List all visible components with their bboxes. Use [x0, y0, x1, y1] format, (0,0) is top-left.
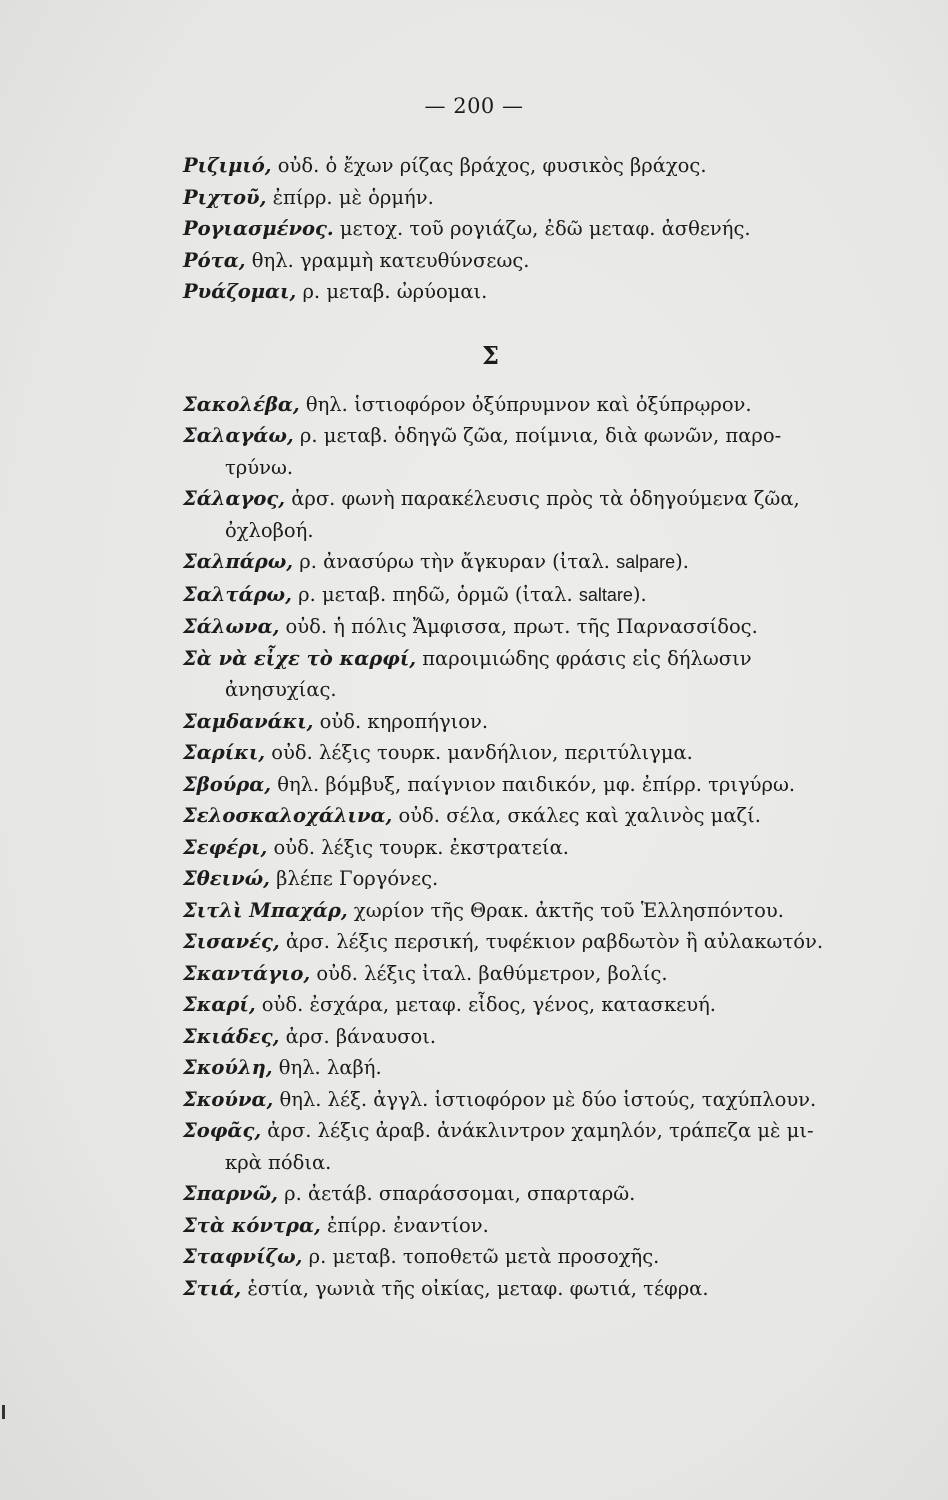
entry-salona [183, 611, 888, 643]
entry-headword: Σὰ νὰ εἶχε τὸ καρφί, [183, 646, 417, 670]
entry-continuation: ὀχλοβοή. [225, 518, 314, 542]
entry-definition: ἐπίρρ. μὲ ὁρμήν. [266, 185, 434, 209]
entry-headword: Σαμδανάκι, [183, 709, 314, 733]
dictionary-entries [183, 150, 888, 1304]
entry-definition: ἀρσ. φωνὴ παρακέλευσις πρὸς τὰ ὁδηγούμενα ζῶα, [285, 487, 800, 510]
entry-richtou [183, 182, 888, 214]
entry-stia [183, 1273, 888, 1305]
entry-sparno [183, 1178, 888, 1210]
entry-skari [183, 989, 888, 1021]
entry-definition: μετοχ. τοῦ ρογιάζω, ἐδῶ μεταφ. ἀσθενής. [333, 217, 751, 240]
entry-headword: Σβούρα, [183, 772, 272, 796]
entry-continuation: κρὰ πόδια. [225, 1150, 332, 1174]
entry-definition-end: ). [632, 582, 647, 606]
entry-sta-kontra [183, 1210, 888, 1242]
entry-samdanaki [183, 706, 888, 738]
entry-salparo [183, 546, 888, 579]
entry-headword: Σαλαγάω, [183, 424, 294, 447]
latin-term: salpare [616, 552, 676, 572]
latin-term: saltare [578, 584, 633, 605]
entry-definition: ρ. ἀετάβ. σπαράσσομαι, σπαρταρῶ. [277, 1182, 636, 1205]
entry-sakoleva [183, 389, 888, 421]
entry-headword: Σκιάδες, [183, 1024, 280, 1048]
entry-definition: θηλ. γραμμὴ κατευθύνσεως. [245, 248, 530, 272]
entry-headword: Σθεινώ, [183, 867, 270, 890]
entry-definition: οὐδ. λέξις τουρκ. ἐκστρατεία. [267, 835, 569, 859]
entry-headword: Ριχτοῦ, [183, 185, 267, 209]
entry-rota [183, 245, 888, 277]
entry-stheino [183, 863, 888, 895]
entry-sitli-bachar [183, 895, 888, 927]
entry-skantagio [183, 958, 888, 990]
entry-salagao [183, 420, 888, 483]
entry-headword: Σαλπάρω, [183, 550, 294, 573]
entry-definition: ἑστία, γωνιὰ τῆς οἰκίας, μεταφ. φωτιά, τέφρα. [241, 1276, 709, 1300]
entry-saltaro [183, 579, 888, 612]
entry-definition: οὐδ. λέξις ἰταλ. βαθύμετρον, βολίς. [310, 961, 668, 985]
entry-definition: παροιμιώδης φράσις εἰς δήλωσιν [416, 646, 752, 670]
entry-definition: οὐδ. ἐσχάρα, μεταφ. εἶδος, γένος, κατασκευή. [255, 993, 716, 1016]
entry-definition-end: ). [675, 550, 689, 573]
entry-headword: Στὰ κόντρα, [183, 1213, 321, 1237]
entry-definition: οὐδ. ὁ ἔχων ρίζας βράχος, φυσικὸς βράχος. [271, 154, 707, 177]
entry-headword: Σιτλὶ Μπαχάρ, [183, 898, 348, 922]
entry-skiades [183, 1021, 888, 1053]
entry-definition: ρ. μεταβ. τοποθετῶ μετὰ προσοχῆς. [302, 1245, 660, 1268]
entry-stafnizo [183, 1241, 888, 1273]
entry-sa-na-eiche-to-karfi [183, 643, 888, 706]
entry-sofas [183, 1115, 888, 1178]
entry-definition: ρ. μεταβ. ὁδηγῶ ζῶα, ποίμνια, διὰ φωνῶν, παρο- [293, 424, 782, 447]
entry-definition: βλέπε Γοργόνες. [269, 867, 439, 890]
entry-headword: Σαλτάρω, [183, 582, 292, 606]
section-letter-sigma: Σ [482, 340, 499, 370]
entry-sisanes [183, 926, 888, 958]
entry-definition: ρ. μεταβ. ὠρύομαι. [296, 280, 488, 303]
entry-headword: Ριζιμιό, [183, 154, 272, 177]
entry-definition: θηλ. λέξ. ἀγγλ. ἱστιοφόρον μὲ δύο ἱστούς, ταχύπλουν. [273, 1087, 817, 1111]
page-number: — 200 — [424, 94, 524, 118]
entry-headword: Σεφέρι, [183, 835, 268, 859]
entry-headword: Σκαντάγιο, [183, 961, 311, 985]
entry-headword: Σταφνίζω, [183, 1245, 303, 1268]
entry-definition: ἐπίρρ. ἐναντίον. [320, 1213, 489, 1237]
entry-headword: Σάλωνα, [183, 615, 280, 638]
entry-headword: Σκαρί, [183, 993, 256, 1016]
entry-rizimio [183, 150, 888, 182]
entry-headword: Ρυάζομαι, [183, 280, 297, 303]
entry-definition: οὐδ. κηροπήγιον. [313, 709, 489, 733]
entry-seferi [183, 832, 888, 864]
entry-headword: Σακολέβα, [183, 392, 300, 416]
entry-headword: Σάλαγος, [183, 487, 286, 510]
entry-skouna [183, 1084, 888, 1116]
entry-svoura [183, 769, 888, 801]
entry-rogiasmenos [183, 213, 888, 245]
entry-headword: Στιά, [183, 1276, 242, 1300]
entry-ryazomai [183, 276, 888, 308]
entry-headword: Σοφᾶς, [183, 1119, 262, 1142]
page-edge-mark [2, 1405, 5, 1419]
entry-definition: οὐδ. λέξις τουρκ. μανδήλιον, περιτύλιγμα. [265, 741, 693, 764]
entry-definition: ρ. μεταβ. πηδῶ, ὁρμῶ (ἰταλ. [291, 582, 579, 606]
entry-definition: θηλ. ἱστιοφόρον ὀξύπρυμνον καὶ ὀξύπρῳρον. [299, 392, 752, 416]
entry-headword: Σκούλη, [183, 1056, 273, 1079]
entry-skouli [183, 1052, 888, 1084]
entry-headword: Σαρίκι, [183, 741, 266, 764]
entry-headword: Σκούνα, [183, 1087, 274, 1111]
entry-sariki [183, 737, 888, 769]
entry-continuation: τρύνω. [225, 455, 294, 479]
entry-seloskalochalina [183, 800, 888, 832]
entry-definition: ρ. ἀνασύρω τὴν ἄγκυραν (ἰταλ. [293, 550, 617, 573]
entry-headword: Ρογιασμένος. [183, 217, 334, 240]
entry-definition: ἀρσ. λέξις ἀραβ. ἀνάκλιντρον χαμηλόν, τράπεζα μὲ μι- [261, 1119, 814, 1142]
entry-definition: χωρίον τῆς Θρακ. ἀκτῆς τοῦ Ἑλλησπόντου. [347, 898, 784, 922]
entry-definition: οὐδ. ἡ πόλις Ἄμφισσα, πρωτ. τῆς Παρνασσίδος. [279, 615, 758, 638]
entry-definition: ἀρσ. λέξις περσική, τυφέκιον ραβδωτὸν ἢ αὐλακωτόν. [279, 930, 824, 953]
entry-headword: Σισανές, [183, 930, 280, 953]
entry-definition: θηλ. βόμβυξ, παίγνιον παιδικόν, μφ. ἐπίρρ. τριγύρω. [271, 772, 796, 796]
entry-headword: Ρότα, [183, 248, 246, 272]
entry-definition: ἀρσ. βάναυσοι. [279, 1024, 437, 1048]
entry-headword: Σπαρνῶ, [183, 1182, 278, 1205]
entry-definition: οὐδ. σέλα, σκάλες καὶ χαλινὸς μαζί. [392, 804, 761, 827]
entry-salagos [183, 483, 888, 546]
entry-headword: Σελοσκαλοχάλινα, [183, 804, 393, 827]
entry-continuation: ἀνησυχίας. [225, 678, 337, 701]
entry-definition: θηλ. λαβή. [272, 1056, 382, 1079]
